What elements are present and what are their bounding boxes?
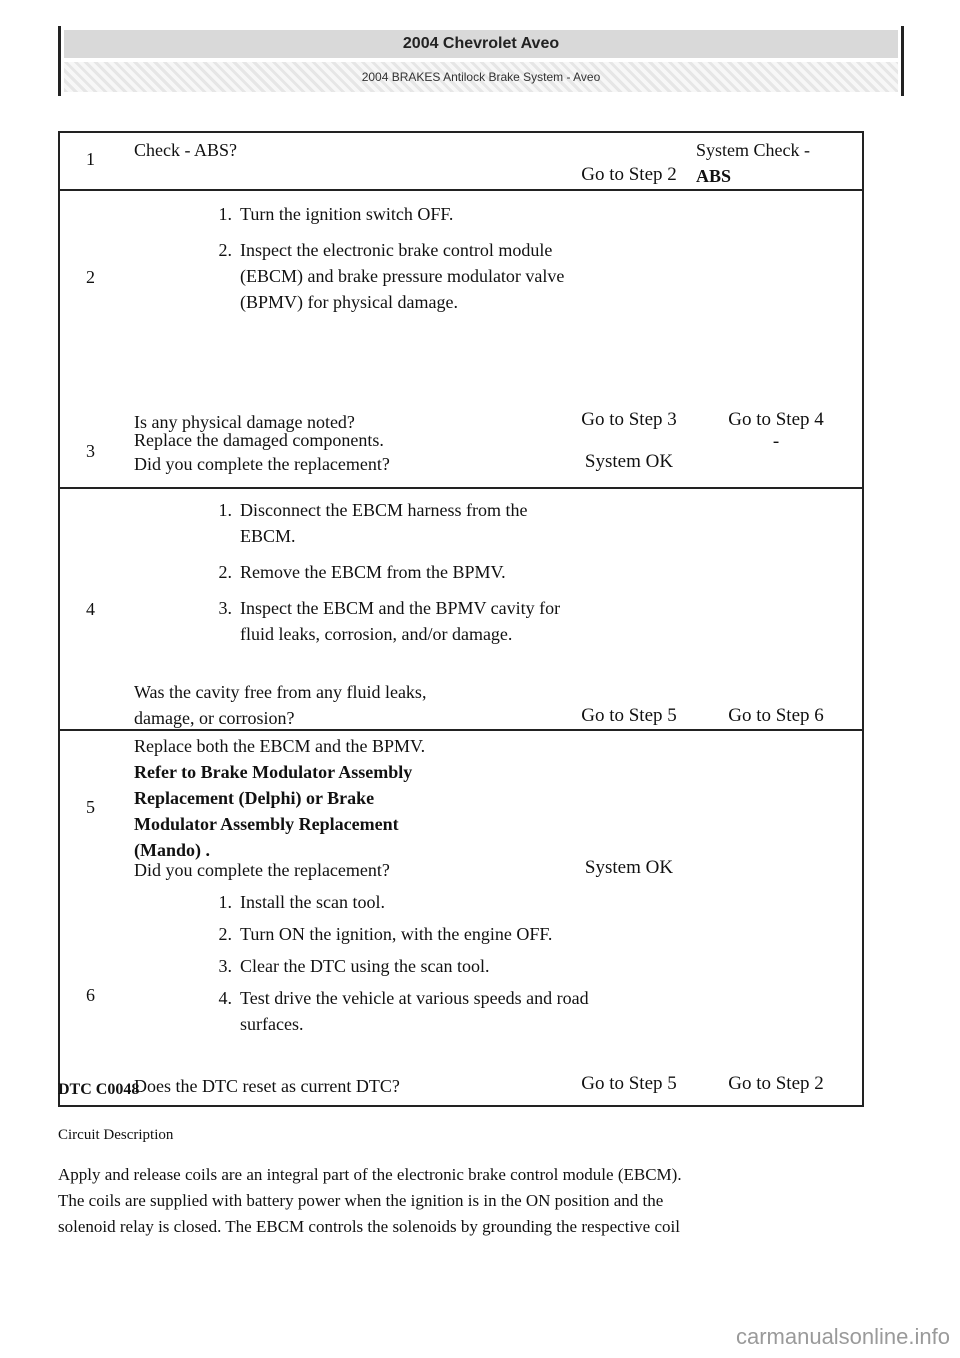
body-line: solenoid relay is closed. The EBCM controls the solenoids by grounding the respective coil — [58, 1217, 680, 1236]
list-item: 4. Test drive the vehicle at various speeds and road surfaces. — [218, 988, 589, 1034]
header-left-rule — [58, 26, 61, 96]
step-question: Did you complete the replacement? — [134, 454, 390, 474]
list-item: 1. Turn the ignition switch OFF. — [218, 204, 454, 224]
list-item: 2. Inspect the electronic brake control module (EBCM) and brake pressure modulator valve (BPMV) for physical damage. — [218, 240, 565, 312]
step-number: 5 — [86, 797, 95, 817]
list-item: 1. Install the scan tool. — [218, 892, 385, 912]
no-action: Go to Step 4 — [728, 409, 824, 430]
yes-action: System OK — [584, 857, 674, 878]
step-action: Check - ABS? — [134, 140, 237, 160]
reference-link-line2[interactable]: Replacement (Delphi) or Brake — [134, 788, 375, 808]
step-question: Does the DTC reset as current DTC? — [134, 1076, 400, 1096]
dtc-heading: DTC C0048 — [58, 1081, 140, 1098]
body-line: The coils are supplied with battery power when the ignition is in the ON position and the — [58, 1191, 664, 1210]
step-question-line2: damage, or corrosion? — [134, 708, 295, 728]
yes-action: Go to Step 2 — [581, 164, 677, 185]
list-item: 2. Remove the EBCM from the BPMV. — [218, 562, 506, 582]
yes-action: System OK — [584, 451, 674, 472]
instruction-list — [210, 497, 580, 657]
step-number: 6 — [86, 985, 95, 1005]
table-row — [60, 431, 862, 487]
step-number: 2 — [86, 267, 95, 287]
table-row — [60, 887, 862, 1105]
step-question: Did you complete the replacement? — [134, 860, 390, 880]
instruction-list — [210, 201, 590, 325]
yes-action: Go to Step 5 — [581, 705, 677, 726]
reference-link-line4[interactable]: (Mando) . — [134, 840, 210, 860]
list-item: 1. Disconnect the EBCM harness from the EBCM. — [218, 500, 528, 546]
step-number: 1 — [86, 149, 95, 169]
no-action: Go to Step 2 — [728, 1073, 824, 1094]
no-action-line2: ABS — [696, 166, 732, 186]
body-line: Apply and release coils are an integral part of the electronic brake control module (EBCM). — [58, 1165, 682, 1184]
yes-action: Go to Step 3 — [581, 409, 677, 430]
reference-link-line1[interactable]: Refer to Brake Modulator Assembly — [134, 762, 413, 782]
section-heading: Circuit Description — [58, 1127, 174, 1143]
document-header — [58, 26, 904, 96]
table-row — [60, 729, 862, 887]
step-question-line1: Was the cavity free from any fluid leaks, — [134, 682, 427, 702]
table-row — [60, 487, 862, 729]
list-item: 3. Inspect the EBCM and the BPMV cavity for fluid leaks, corrosion, and/or damage. — [218, 598, 561, 644]
header-right-rule — [901, 26, 904, 96]
diagnostic-table — [58, 131, 864, 1107]
step-number: 4 — [86, 599, 95, 619]
section-subtitle: 2004 BRAKES Antilock Brake System - Aveo — [64, 62, 898, 92]
body-paragraph — [58, 1162, 908, 1240]
no-action: - — [772, 431, 780, 452]
step-question: Is any physical damage noted? — [134, 412, 355, 432]
yes-action: Go to Step 5 — [581, 1073, 677, 1094]
no-action: Go to Step 6 — [728, 705, 824, 726]
table-row — [60, 131, 862, 189]
step-number: 3 — [86, 441, 95, 461]
list-item: 3. Clear the DTC using the scan tool. — [218, 956, 490, 976]
step-action: Replace both the EBCM and the BPMV. — [134, 736, 426, 756]
no-action-line1: System Check - — [696, 140, 810, 160]
step-action: Replace the damaged components. — [134, 430, 384, 450]
reference-link-line3[interactable]: Modulator Assembly Replacement — [134, 814, 399, 834]
watermark-link[interactable]: carmanualsonline.info — [735, 1324, 950, 1349]
instruction-list — [210, 889, 590, 1043]
vehicle-title: 2004 Chevrolet Aveo — [64, 30, 898, 58]
table-row — [60, 189, 862, 431]
list-item: 2. Turn ON the ignition, with the engine OFF. — [218, 924, 553, 944]
